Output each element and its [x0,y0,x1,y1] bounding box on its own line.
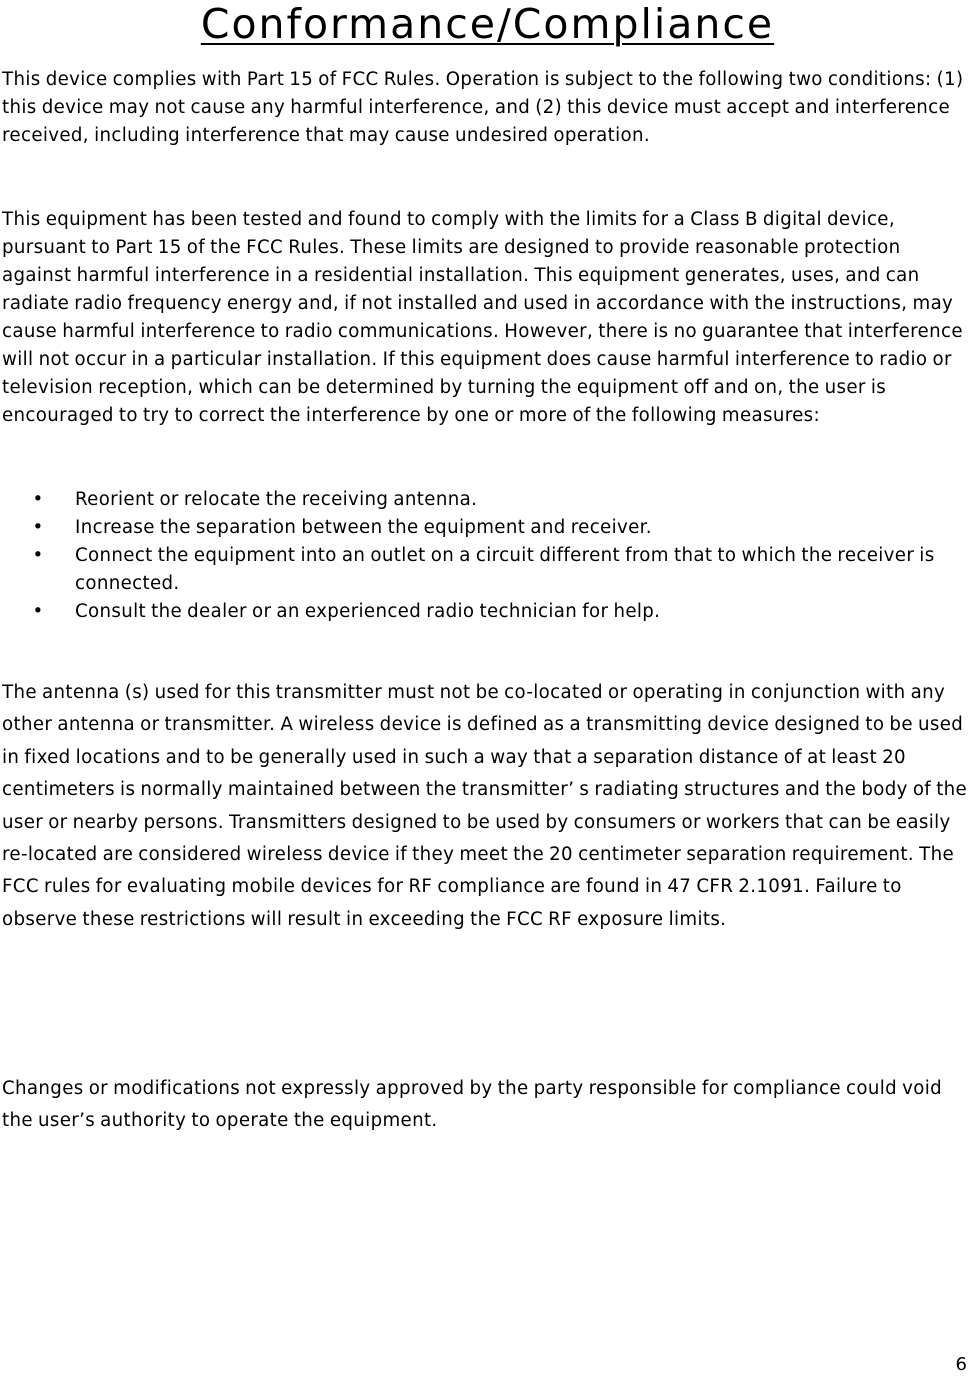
measure-text: Reorient or relocate the receiving antenna. [75,489,478,510]
measure-text: Consult the dealer or an experienced radio technician for help. [75,601,661,622]
list-item [28,486,968,514]
list-item [28,542,968,598]
bullet-icon: • [32,601,44,622]
page-number: 6 [955,1354,967,1375]
antenna-paragraph: The antenna (s) used for this transmitter must not be co-located or operating in conjunction with any other antenna or transmitter. A wireless device is defined as a transmitting device designed to be used in fixed locations and to be generally used in such a way that a separation distance of at least 20 centimeters is normally maintained between the transmitter’ s radiating structures and the body of the user or nearby persons. Transmitters designed to be used by consumers or workers that can be easily re-located are considered wireless device if they meet the 20 centimeter separation requirement. The FCC rules for evaluating mobile devices for RF compliance are found in 47 CFR 2.1091. Failure to observe these restrictions will result in exceeding the FCC RF exposure limits. [2,682,968,930]
changes-paragraph: Changes or modifications not expressly approved by the party responsible for compliance could void the user’s authority to operate the equipment. [2,1078,943,1132]
page-title: Conformance/Compliance [200,0,775,48]
list-item [28,598,968,626]
list-item [28,514,968,542]
bullet-icon: • [32,517,44,538]
class-b-paragraph: This equipment has been tested and found to comply with the limits for a Class B digital device, pursuant to Part 15 of the FCC Rules. These limits are designed to provide reasonable protection against harmful interference in a residential installation. This equipment generates, uses, and can radiate radio frequency energy and, if not installed and used in accordance with the instructions, may cause harmful interference to radio communications. However, there is no guarantee that interference will not occur in a particular installation. If this equipment does cause harmful interference to radio or television reception, which can be determined by turning the equipment off and on, the user is encouraged to try to correct the interference by one or more of the following measures: [2,209,963,426]
measure-text: Increase the separation between the equipment and receiver. [75,517,652,538]
fcc-part15-paragraph: This device complies with Part 15 of FCC Rules. Operation is subject to the following two conditions: (1) this device may not cause any harmful interference, and (2) this device must accept and interference received, including interference that may cause undesired operation. [2,69,964,146]
bullet-icon: • [32,545,44,566]
measures-list [28,486,968,626]
bullet-icon: • [32,489,44,510]
measure-text: Connect the equipment into an outlet on a circuit different from that to which the receiver is connected. [75,545,935,594]
